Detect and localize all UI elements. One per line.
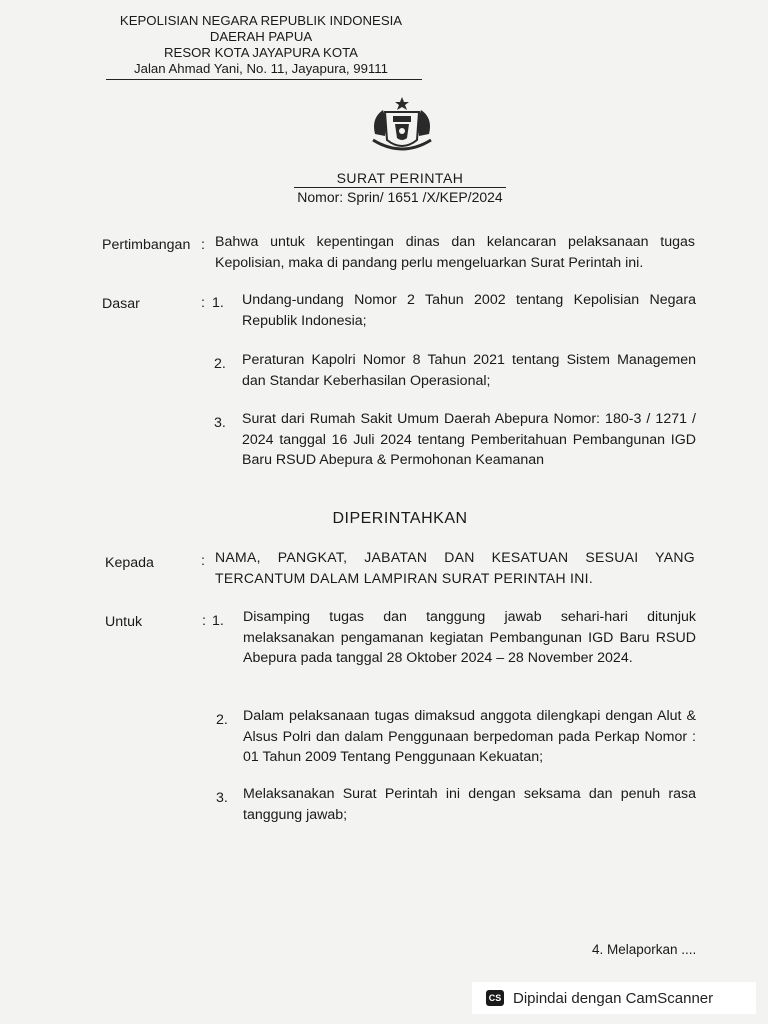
scanner-watermark-label: Dipindai dengan CamScanner [513,989,714,1007]
letterhead-address: Jalan Ahmad Yani, No. 11, Jayapura, 99111 [134,61,388,76]
letter-title [280,170,520,205]
kepada-label: Kepada [105,555,154,571]
dasar-label: Dasar [102,296,140,312]
scanner-watermark [472,982,756,1014]
untuk-item-text: Dalam pelaksanaan tugas dimaksud anggota dilengkapi dengan Alut & Alsus Polri dan dalam Penggunaan berpedoman pada Perkap Nomor : 01 Tahun 2009 Tentang Penggunaan Kekuatan; [243,708,696,765]
pertimbangan-label: Pertimbangan [102,237,191,253]
dasar-item-text: Undang-undang Nomor 2 Tahun 2002 tentang Kepolisian Negara Republik Indonesia; [242,292,696,329]
dasar-item-text: Peraturan Kapolri Nomor 8 Tahun 2021 tentang Sistem Managemen dan Standar Keberhasilan Operasional; [242,352,696,389]
untuk-item-number: 3. [216,790,228,806]
continuation-note: 4. Melaporkan .... [592,942,697,957]
letterhead-region: DAERAH PAPUA [209,29,313,44]
letterhead-underline [106,79,422,80]
untuk-item-text: Melaksanakan Surat Perintah ini dengan seksama dan penuh rasa tanggung jawab; [243,786,696,823]
diperintahkan-heading: DIPERINTAHKAN [332,510,468,527]
untuk-colon: : [202,613,206,629]
letter-number: Nomor: Sprin/ 1651 /X/KEP/2024 [297,189,503,205]
dasar-item-number: 3. [214,415,226,431]
dasar-item-text: Surat dari Rumah Sakit Umum Daerah Abepura Nomor: 180-3 / 1271 / 2024 tanggal 16 Juli 2024 tentang Pemberitahuan Pembangunan IGD Baru RSUD Abepura & Permohonan Keamanan [242,411,696,468]
letterhead [100,13,422,77]
camscanner-icon: CS [486,990,504,1006]
untuk-item-text: Disamping tugas dan tanggung jawab sehari-hari ditunjuk melaksanakan pengamanan kegiatan Pembangunan IGD Baru RSUD Abepura pada tanggal 28 Oktober 2024 – 28 November 2024. [243,609,696,666]
dasar-item-number: 2. [214,356,226,372]
pertimbangan-colon: : [201,237,205,253]
untuk-item-number: 2. [216,712,228,728]
dasar-colon: : [201,295,205,311]
pertimbangan-text: Bahwa untuk kepentingan dinas dan kelancaran pelaksanaan tugas Kepolisian, maka di pandang perlu mengeluarkan Surat Perintah ini. [215,234,695,271]
dasar-item-number: 1. [212,295,224,311]
letterhead-institution: KEPOLISIAN NEGARA REPUBLIK INDONESIA [119,13,403,28]
letterhead-resort: RESOR KOTA JAYAPURA KOTA [164,45,358,60]
title-underline [294,187,506,188]
police-emblem-icon [365,96,439,156]
kepada-text: NAMA, PANGKAT, JABATAN DAN KESATUAN SESUAI YANG TERCANTUM DALAM LAMPIRAN SURAT PERINTAH INI. [215,549,695,586]
untuk-label: Untuk [105,614,143,630]
untuk-item-number: 1. [212,613,224,629]
letter-title-heading: SURAT PERINTAH [336,170,464,186]
kepada-colon: : [201,553,205,569]
